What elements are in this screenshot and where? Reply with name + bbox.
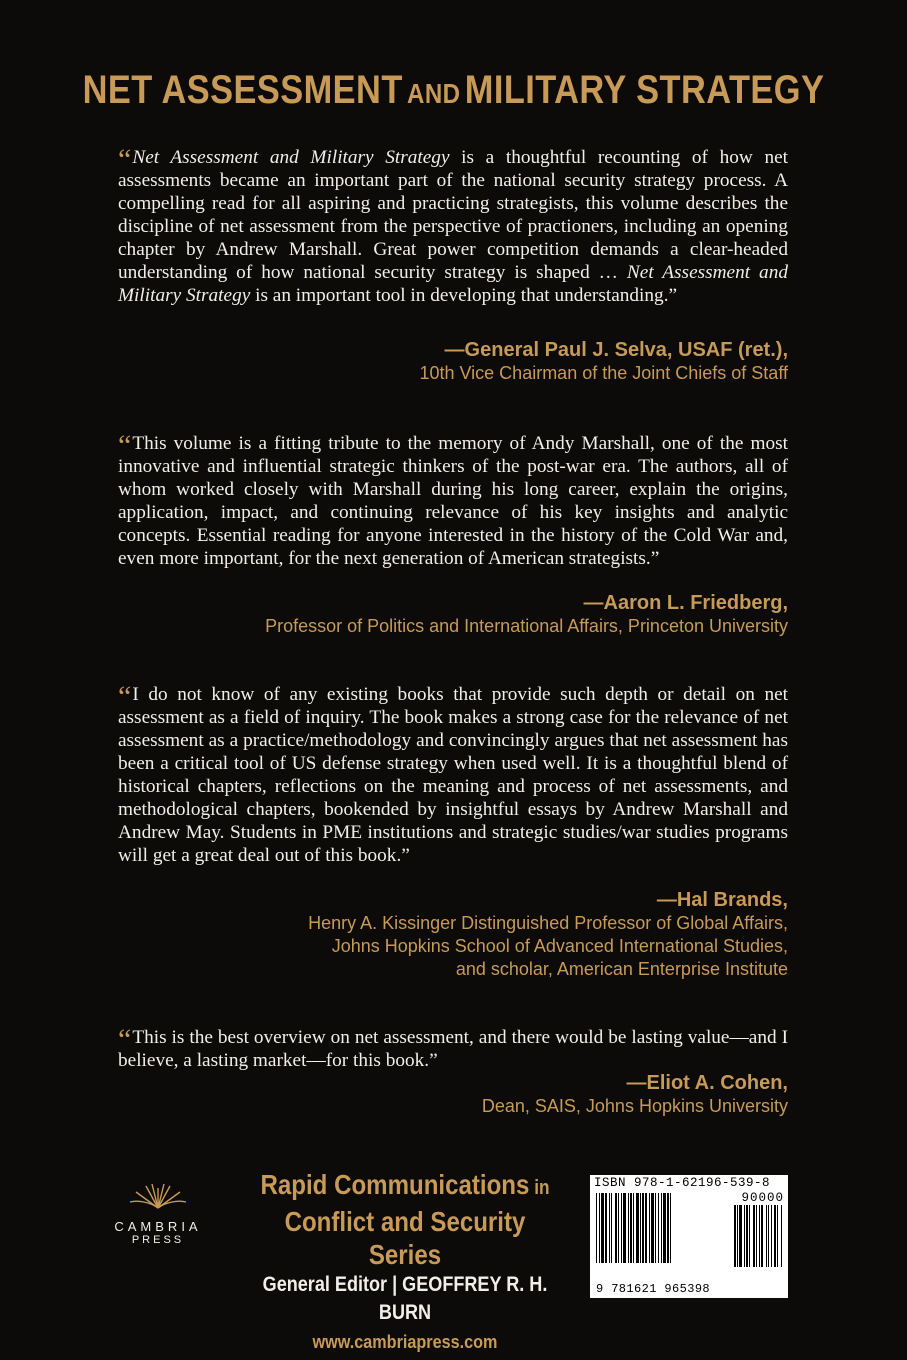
book-title [63,68,843,113]
publisher-name: CAMBRIA [114,1219,202,1234]
attribution-name: —Hal Brands, [656,889,788,911]
barcode-bar [621,1193,622,1263]
barcode-addon: 90000 [741,1191,784,1205]
barcode-bar [658,1193,659,1263]
series-line-1 [255,1168,556,1205]
publisher-logo [108,1178,208,1246]
blurb-cohen [118,1023,788,1072]
attribution-selva [88,339,788,385]
barcode-bar [618,1193,619,1263]
barcode-bar [661,1193,662,1263]
addon-bar [766,1205,767,1267]
attribution-role: and scholar, American Enterprise Institute [455,959,788,979]
barcode-bar [663,1193,666,1263]
attribution-brands [88,889,788,981]
blurb-text: is a thoughtful recounting of how net assessments became an important part of the national security strategy process. A compelling read for all aspiring and practicing strategists, this volume describes the discipline of net assessment from the perspective of practioners, including an opening chapter by Andrew Marshall. Great power competition demands a clear-headed understanding of how national security strategy is shaped … [118,147,789,283]
barcode-bar [623,1193,626,1263]
publisher-sub: PRESS [131,1234,185,1246]
attribution-cohen [88,1072,788,1118]
publisher-url: www.cambriapress.com [312,1332,498,1352]
attribution-role: Johns Hopkins School of Advanced International Studies, [331,936,788,956]
barcode-bar [640,1193,641,1263]
blurb-text: is an important tool in developing that understanding.” [250,285,678,306]
open-book-icon [126,1178,190,1212]
addon-bar [753,1205,755,1267]
title-part-3: MILITARY STRATEGY [464,68,825,112]
barcode-bar [615,1193,617,1263]
barcode-bar [670,1193,671,1263]
series-editor: General Editor | GEOFFREY R. H. BURN [262,1273,548,1324]
blurb-text: This volume is a fitting tribute to the memory of Andy Marshall, one of the most innovative and influential strategic thinkers of the post-war era. The authors, all of whom worked closely with Marshall during his long career, explain the origins, application, impact, and continuing relevance of his key insights and analytic concepts. Essential reading for anyone interested in the history of the Cold War and, even more important, for the next generation of American strategists.” [118,433,788,569]
addon-bar [737,1205,738,1267]
addon-bar [781,1205,782,1267]
attribution-name: —General Paul J. Selva, USAF (ret.), [444,339,788,361]
attribution-role: Dean, SAIS, Johns Hopkins University [481,1096,788,1116]
addon-bar [734,1205,736,1267]
title-part-2: AND [407,78,461,109]
series-info [230,1168,580,1357]
attribution-name: —Eliot A. Cohen, [626,1072,788,1094]
barcode-bar [628,1193,629,1263]
isbn-text: ISBN 978-1-62196-539-8 [594,1176,771,1190]
barcode-bar [630,1193,632,1263]
series-in: in [529,1177,550,1199]
barcode-bar [642,1193,644,1263]
series-line-2: Conflict and Security Series [284,1206,526,1270]
open-quote-mark: “ [118,143,132,176]
addon-bar [744,1205,745,1267]
addon-bar [739,1205,742,1267]
attribution-friedberg [88,592,788,638]
barcode-bar [636,1193,639,1263]
barcode-bar [651,1193,654,1263]
blurb-friedberg [118,429,788,570]
blurb-italic-title: Net Assessment and Military Strategy [118,262,788,306]
addon-bar [746,1205,748,1267]
open-quote-mark: “ [118,429,132,462]
addon-bar [768,1205,769,1267]
barcode-bar [667,1193,669,1263]
blurb-text: This is the best overview on net assessment, and there would be lasting value—and I believe, a lasting market—for this book.” [118,1027,788,1071]
blurb-brands [118,680,788,867]
barcode-digits: 9 781621 965398 [596,1282,711,1296]
open-quote-mark: “ [118,1023,132,1056]
barcode-bar [611,1193,612,1263]
attribution-role: Henry A. Kissinger Distinguished Professor of Global Affairs, [308,913,788,933]
barcode-bar [596,1193,597,1263]
barcode-bar [633,1193,634,1263]
blurb-selva [118,143,789,307]
blurb-italic-title: Net Assessment and Military Strategy [132,147,450,168]
attribution-role: Professor of Politics and International Affairs, Princeton University [265,616,788,636]
blurb-text: I do not know of any existing books that provide such depth or detail on net assessment as a field of inquiry. The book makes a strong case for the relevance of net assessment as a practice/methodology and convincingly argues that net assessment has been a critical tool of US defense strategy when used well. It is a thoughtful blend of historical chapters, reflections on the meaning and process of net assessments, and methodological chapters, bookended by insightful essays by Andrew Marshall and Andrew May. Students in PME institutions and strategic studies/war studies programs will get a great deal out of this book.” [118,684,788,866]
addon-bar [761,1205,763,1267]
addon-bar [749,1205,750,1267]
open-quote-mark: “ [118,680,132,713]
barcode-bar [601,1193,604,1263]
series-name-part: Rapid Communications [260,1169,530,1200]
barcode-bar [649,1193,650,1263]
addon-bar [771,1205,772,1267]
addon-bar [777,1205,778,1267]
barcode-bar [655,1193,656,1263]
addon-bar [759,1205,760,1267]
attribution-role: 10th Vice Chairman of the Joint Chiefs of Staff [419,363,788,383]
barcode-bar [609,1193,610,1263]
barcode-bars [594,1193,784,1279]
addon-bar [774,1205,776,1267]
barcode-bar [599,1193,600,1263]
barcode-bar [605,1193,607,1263]
barcode-bar [645,1193,647,1263]
isbn-barcode [590,1175,788,1298]
title-part-1: NET ASSESSMENT [82,68,403,112]
attribution-name: —Aaron L. Friedberg, [583,592,788,614]
addon-bar [756,1205,757,1267]
